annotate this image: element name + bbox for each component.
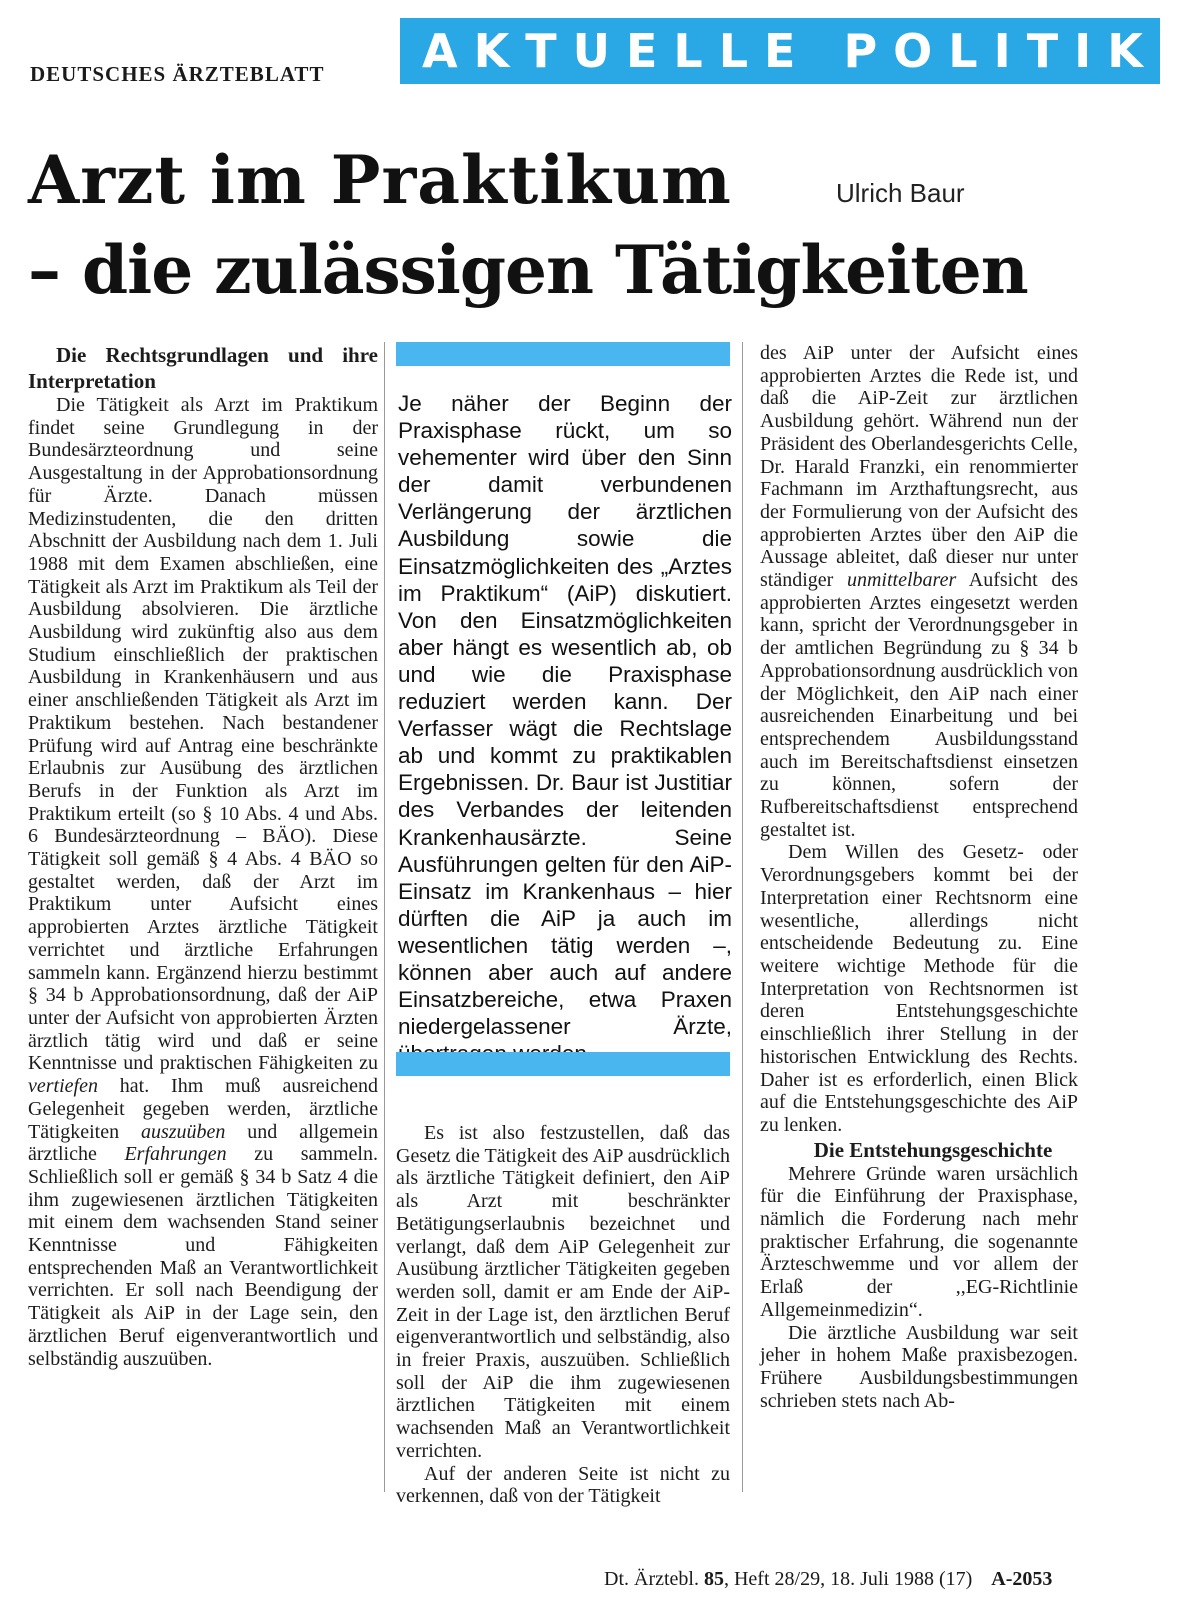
body-text: Die Tätigkeit als Arzt im Praktikum findet seine Grundlegung in der Bundesärzteordnung und seine Ausgestaltung in der Approbationsordnung für Ärzte. Danach müssen Medizinstudenten, die den dritten Abschnitt der Ausbildung nach dem 1. Juli 1988 mit dem Examen abschließen, eine Tätigkeit als Arzt im Praktikum als Teil der Ausbildung absolvieren. Die ärztliche Ausbildung wird zukünftig also aus dem Studium einschließlich der praktischen Ausbildung in Krankenhäusern und aus einer anschließenden Tätigkeit als Arzt im Praktikum bestehen. Nach bestandener Prüfung wird auf Antrag eine beschränkte Erlaubnis zur Ausübung des ärztlichen Berufs in der Funktion als Arzt im Praktikum erteilt (so § 10 Abs. 4 und Abs. 6 Bundesärzteordnung – BÄO). Diese Tätigkeit soll gemäß § 4 Abs. 4 BÄO so gestaltet werden, daß der Arzt im Praktikum unter Aufsicht eines approbierten Arztes ärztliche Tätigkeit verrichtet und ärztliche Erfahrungen sammeln kann. Ergänzend hierzu bestimmt § 34 b Approbationsordnung, daß der AiP unter der Aufsicht von approbierten Ärzten ärztlich tätig wird und daß er seine Kenntnisse und praktischen Fähigkeiten zu: [28, 394, 378, 1075]
body-text: Aufsicht des approbierten Arztes eingesetzt werden kann, spricht der Verordnungsgeber in der amtlichen Begründung zu § 34 b Approbationsordnung ausdrücklich von der Möglichkeit, den AiP nach einer ausreichenden Einarbeitung und bei entsprechendem Ausbildungsstand auch im Bereitschaftsdienst einsetzen zu können, sofern der Rufbereitschaftsdienst entsprechend gestaltet ist.: [760, 569, 1079, 841]
abstract-bottom-bar: [396, 1052, 730, 1076]
body-paragraph: [760, 342, 1078, 841]
body-paragraph: Mehrere Gründe waren ursächlich für die Einführung der Praxisphase, nämlich die Forderung nach mehr praktischer Erfahrung, die sogenannte Ärzteschwemme und vor allem der Erlaß der ,,EG-Richtlinie Allgemeinmedizin“.: [760, 1162, 1078, 1321]
body-paragraph: Die ärztliche Ausbildung war seit jeher in hohem Maße praxisbezogen. Frühere Ausbildungsbestimmungen schrieben stets nach Ab-: [760, 1321, 1078, 1412]
title-line-2: – die zulässigen Tätigkeiten: [28, 231, 1028, 309]
abstract-text: Je näher der Beginn der Praxisphase rückt, um so vehementer wird über den Sinn der damit verbundenen Verlängerung der ärztlichen Ausbildung sowie die Einsatzmöglichkeiten des „Arztes im Praktikum“ (AiP) diskutiert. Von den Einsatzmöglichkeiten aber hängt es wesentlich ab, ob und wie die Praxisphase reduziert werden kann. Der Verfasser wägt die Rechtslage ab und kommt zu praktikablen Ergebnissen. Dr. Baur ist Justitiar des Verbandes der leitenden Krankenhausärzte. Seine Ausführungen gelten für den AiP-Einsatz im Krankenhaus – hier dürften die AiP ja auch im wesentlichen tätig werden –, können aber auch auf andere Einsatzbereiche, etwa Praxen niedergelassener Ärzte,: [398, 391, 732, 1040]
section-heading-entstehungsgeschichte: Die Entstehungsgeschichte: [813, 1137, 1053, 1162]
author-name: Ulrich Baur: [836, 178, 965, 208]
column-1: [28, 342, 378, 1370]
column-divider-2: [742, 342, 743, 1492]
footer-volume: 85: [703, 1568, 724, 1590]
article-title: [28, 135, 1158, 315]
title-line-1: Arzt im Praktikum: [28, 141, 732, 219]
body-paragraph: Auf der anderen Seite ist nicht zu verkennen, daß von der Tätigkeit: [396, 1462, 730, 1508]
body-paragraph: Dem Willen des Gesetz- oder Verordnungsgebers kommt bei der Interpretation einer Rechtsnorm eine wesentliche, allerdings nicht entscheidende Bedeutung zu. Eine weitere wichtige Methode für die Interpretation von Rechtsnormen ist deren Entstehungsgeschichte einschließlich ihrer Stellung in der historischen Entwicklung des Rechts. Daher ist es erforderlich, einen Blick auf die Entstehungsgeschichte des AiP zu lenken.: [760, 841, 1078, 1136]
footer-journal: Dt. Ärztebl.: [604, 1568, 699, 1590]
page-number: A-2053: [991, 1568, 1053, 1590]
body-text: hat. Ihm muß ausreichend Gelegenheit gegeben werden, ärztliche Tätigkeiten: [28, 1075, 378, 1143]
column-3: [760, 342, 1078, 1412]
abstract-top-bar: [396, 342, 730, 366]
body-text: und allgemein ärztliche: [28, 1120, 379, 1166]
body-paragraph: Es ist also festzustellen, daß das Gesetz die Tätigkeit des AiP ausdrücklich als ärztliche Tätigkeit definiert, den AiP als Arzt mit beschränkter Betätigungserlaubnis bezeichnet und verlangt, daß dem AiP Gelegenheit zur Ausübung ärztlicher Tätigkeiten gegeben werden soll, damit er am Ende der AiP-Zeit in der Lage ist, den ärztlichen Beruf eigenverantwortlich und selbständig, also in freier Praxis, auszuüben. Schließlich soll der AiP die ihm zugewiesenen ärztlichen Tätigkeiten mit einem wachsenden Maß an Verantwortlichkeit verrichten.: [396, 1122, 730, 1462]
section-heading-rechtsgrundlagen: Die Rechtsgrundlagen und ihre Interpretation: [28, 343, 378, 393]
body-text: des AiP unter der Aufsicht eines approbierten Arztes die Rede ist, und daß die AiP-Zeit zur ärztlichen Ausbildung gehört. Während nun der Präsident des Oberlandesgerichts Celle, Dr. Harald Franzki, ein renommierter Fachmann im Arzthaftungsrecht, aus der Formulierung von der Aufsicht des approbierten Arztes über den AiP die Aussage ableitet, daß dieser nur unter ständiger: [760, 342, 1078, 592]
column-divider-1: [384, 342, 385, 1492]
body-paragraph: [28, 394, 378, 1370]
column-2: [396, 1122, 730, 1508]
journal-name: DEUTSCHES ÄRZTEBLATT: [30, 62, 325, 86]
section-banner: AKTUELLE POLITIK: [400, 18, 1160, 84]
emphasis-text: unmittelbarer: [846, 569, 957, 592]
footer-issue-date: , Heft 28/29, 18. Juli 1988 (17): [723, 1568, 973, 1590]
emphasis-text: vertiefen: [28, 1075, 98, 1098]
page-footer: [604, 1568, 1052, 1591]
emphasis-text: Erfahrungen: [124, 1143, 227, 1166]
emphasis-text: auszuüben: [140, 1120, 226, 1143]
body-text: zu sammeln. Schließlich soll er gemäß § 34 b Satz 4 die ihm zugewiesenen ärztlichen Tätigkeiten mit einem dem wachsenden Stand seiner Kenntnisse und Fähigkeiten entsprechenden Maß an Verantwortlichkeit verrichten. Er soll nach Beendigung der Tätigkeit als AiP in der Lage sein, den ärztlichen Beruf eigenverantwortlich und selbständig auszuüben.: [28, 1143, 378, 1370]
